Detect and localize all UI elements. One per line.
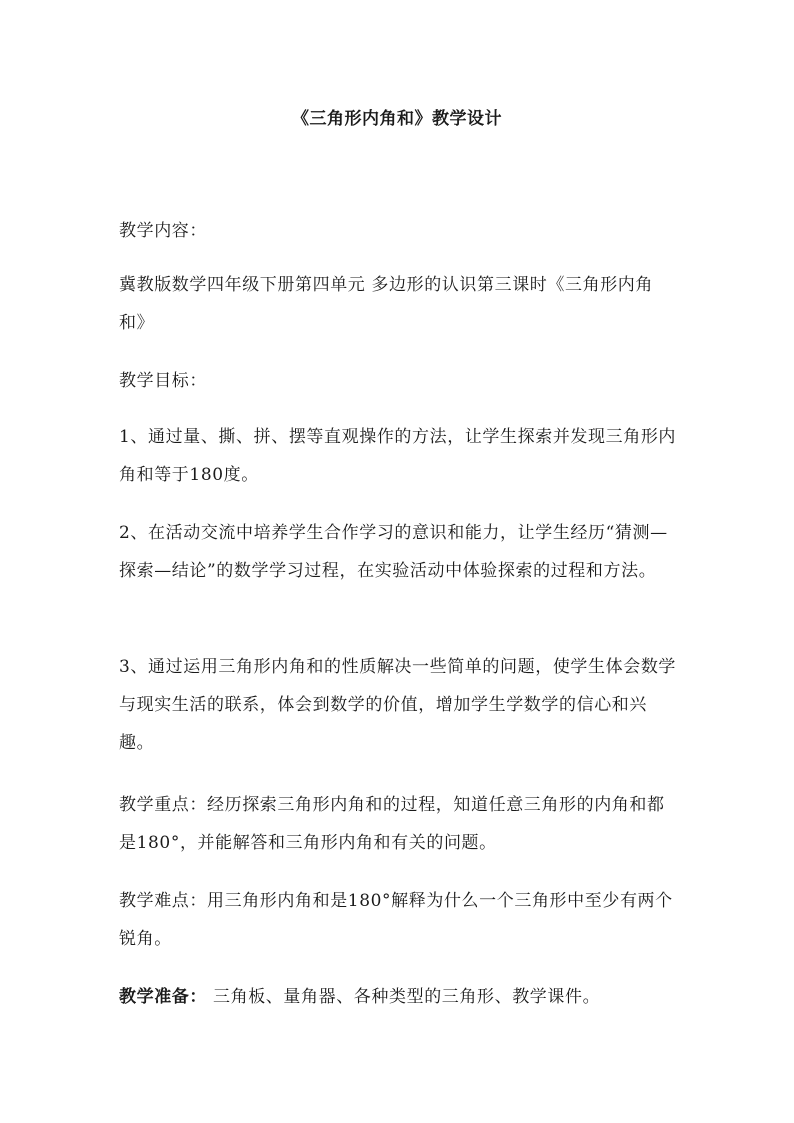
document-title: 《三角形内角和》教学设计 xyxy=(292,109,502,129)
goal-item-3: 3、通过运用三角形内角和的性质解决一些简单的问题，使学生体会数学与现实生活的联系，体会到数学的价值，增加学生学数学的信心和兴趣。 xyxy=(119,657,677,753)
prep-label: 教学准备： xyxy=(119,987,207,1007)
prep-text: 三角板、量角器、各种类型的三角形、教学课件。 xyxy=(207,987,601,1007)
goal-item-1: 1、通过量、撕、拼、摆等直观操作的方法，让学生探索并发现三角形内角和等于180度。 xyxy=(119,427,677,485)
goals-label: 教学目标： xyxy=(119,371,207,391)
difficulty: 教学难点：用三角形内角和是180°解释为什么一个三角形中至少有两个锐角。 xyxy=(119,891,673,949)
content-label: 教学内容： xyxy=(119,221,207,241)
content-text: 冀教版数学四年级下册第四单元 多边形的认识第三课时《三角形内角和》 xyxy=(119,275,654,333)
key-point: 教学重点：经历探索三角形内角和的过程，知道任意三角形的内角和都是180°，并能解答和三角形内角和有关的问题。 xyxy=(119,795,665,853)
preparation xyxy=(119,978,679,1016)
goal-item-2: 2、在活动交流中培养学生合作学习的意识和能力，让学生经历“猜测—探索—结论”的数学学习过程，在实验活动中体验探索的过程和方法。 xyxy=(119,523,668,581)
